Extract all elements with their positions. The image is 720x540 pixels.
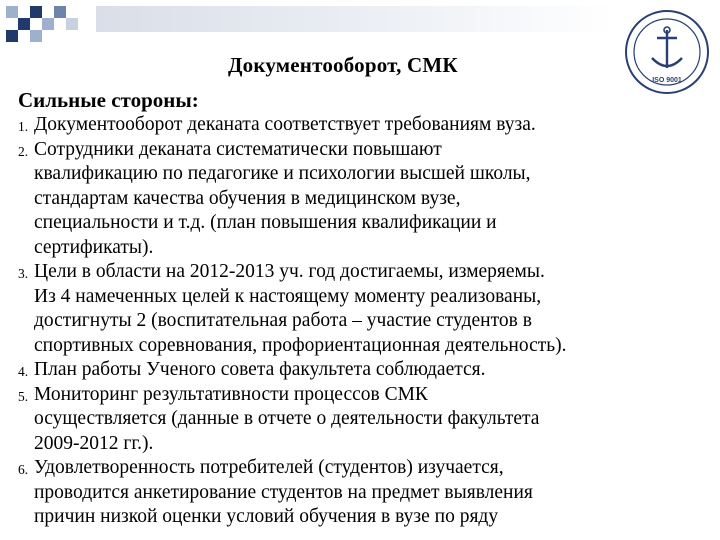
item-number: 1. <box>18 119 29 134</box>
item-text-line: План работы Ученого совета факультета соблюдается. <box>34 359 486 380</box>
list-item <box>18 138 708 261</box>
item-text-line: стандартам качества обучения в медицинском вузе, <box>34 187 461 209</box>
item-text-line: 2009-2012 гг.). <box>34 432 154 454</box>
pattern-square <box>6 30 18 42</box>
pattern-square <box>30 6 42 18</box>
item-text-line: проводится анкетирование студентов на предмет выявления <box>34 481 533 503</box>
pattern-square <box>66 18 78 30</box>
strengths-list <box>18 113 708 530</box>
item-text-line: специальности и т.д. (план повышения квалификации и <box>34 212 497 233</box>
item-number: 4. <box>18 364 29 379</box>
item-text-line: Мониторинг результативности процессов СМК <box>34 383 428 405</box>
item-text-line: Цели в области на 2012-2013 уч. год достигаемы, измеряемы. <box>34 261 545 282</box>
item-text-line: Сотрудники деканата систематически повышают <box>34 138 442 160</box>
item-text-line: осуществляется (данные в отчете о деятельности факультета <box>34 408 540 429</box>
logo-text: ISO 9001 <box>652 77 682 84</box>
item-number: 2. <box>18 143 29 159</box>
item-text-line: квалификацию по педагогике и психологии высшей школы, <box>34 163 531 184</box>
item-text-line: Из 4 намеченных целей к настоящему моменту реализованы, <box>34 285 542 307</box>
slide-title: Документооборот, СМК <box>228 53 458 77</box>
iso-logo <box>622 8 712 96</box>
pattern-square <box>18 18 30 30</box>
pattern-square <box>54 6 66 18</box>
item-number: 3. <box>18 266 29 281</box>
item-number: 5. <box>18 388 29 404</box>
header-band <box>96 6 616 32</box>
item-text-line: спортивных соревнования, профориентационная деятельность). <box>34 334 567 356</box>
item-text-line: Документооборот деканата соответствует требованиям вуза. <box>34 114 536 135</box>
pattern-square <box>42 18 54 30</box>
item-text-line: причин низкой оценки условий обучения в вузе по ряду <box>34 506 499 527</box>
item-text-line: Удовлетворенность потребителей (студентов) изучается, <box>34 457 504 478</box>
decorative-header-strip <box>0 0 610 46</box>
list-item <box>18 358 708 383</box>
item-text-line: сертификаты). <box>34 236 154 258</box>
iso-seal-icon <box>622 8 712 96</box>
list-item <box>18 456 708 530</box>
item-number: 6. <box>18 462 29 477</box>
section-heading: Сильные стороны: <box>18 88 199 112</box>
item-text-line: достигнуты 2 (воспитательная работа – участие студентов в <box>34 310 532 331</box>
pattern-square <box>6 6 18 18</box>
list-item <box>18 383 708 457</box>
pattern-square <box>30 30 42 42</box>
list-item <box>18 113 708 138</box>
list-item <box>18 260 708 358</box>
